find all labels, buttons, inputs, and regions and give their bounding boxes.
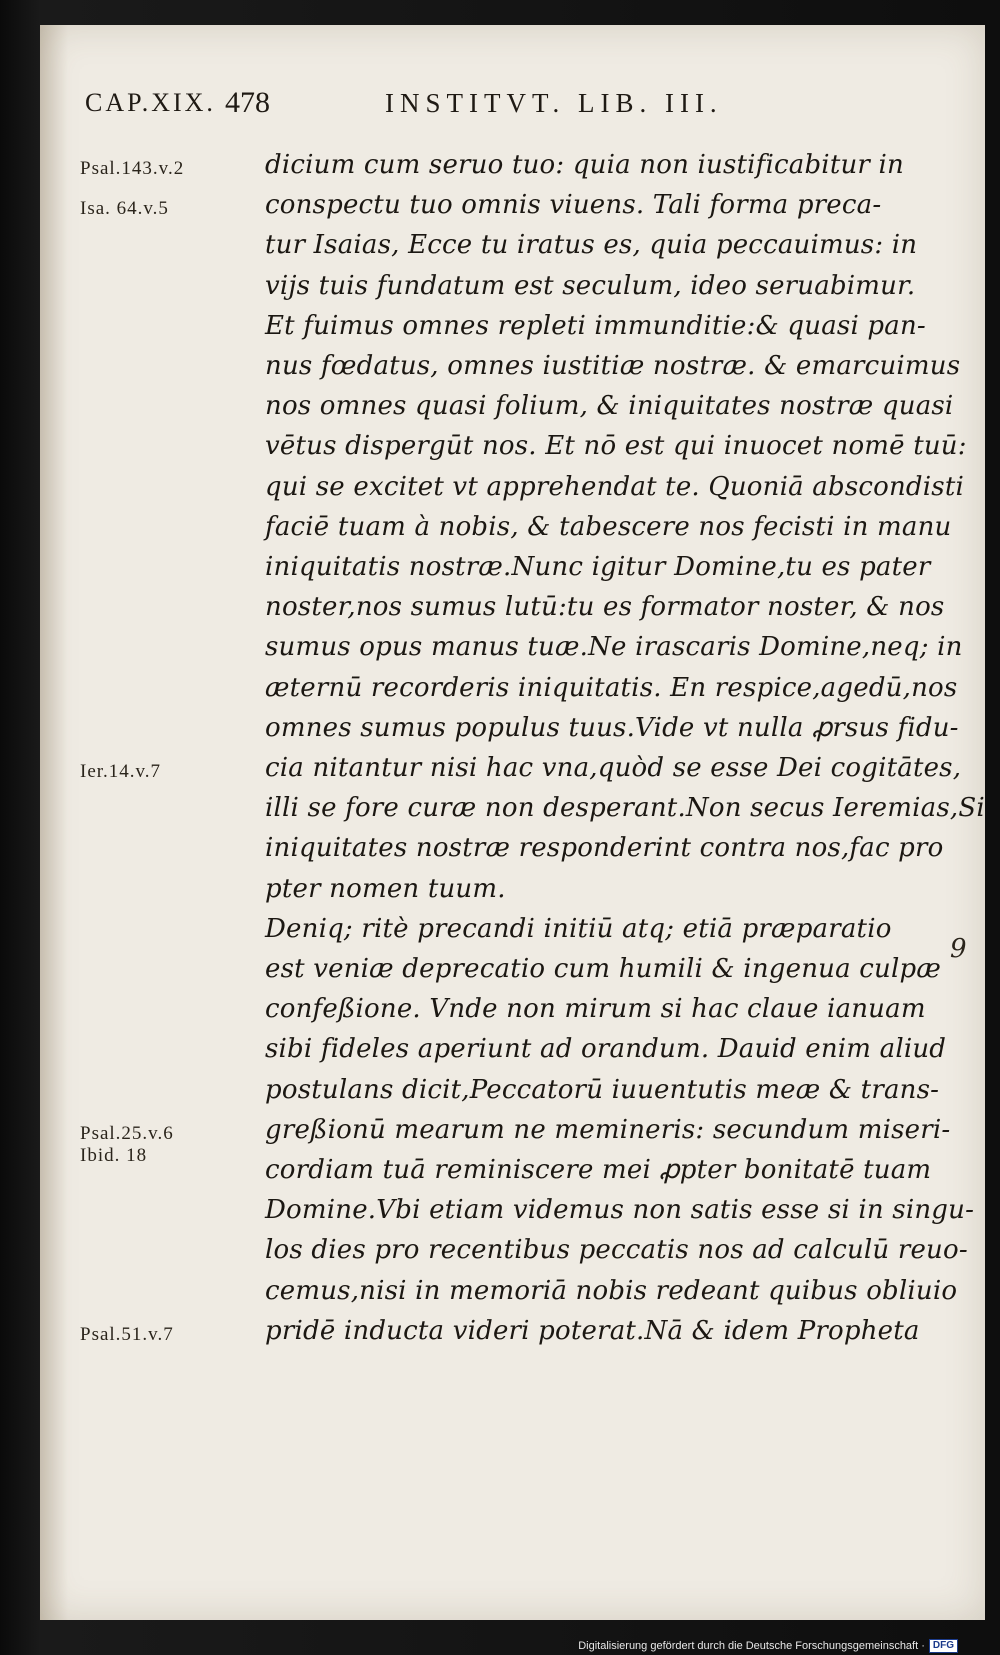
text-line: faciē tuam à nobis, & tabescere nos fecisti in manu [265, 511, 952, 542]
margin-note: Ier.14.v.7 [80, 761, 162, 782]
handwritten-annotation: 9 [950, 934, 967, 964]
text-line: pridē inducta videri poterat.Nā & idem Propheta [265, 1315, 920, 1346]
page-number: 478 [225, 86, 270, 119]
text-line: iniquitates nostræ responderint contra nos,fac pro [265, 833, 944, 864]
chapter-label: CAP.XIX. [85, 88, 216, 117]
book-title: INSTITVT. LIB. III. [385, 88, 723, 118]
text-line: confeßione. Vnde non mirum si hac claue ianuam [265, 994, 926, 1025]
digitization-credit [578, 1639, 958, 1653]
running-head [85, 88, 885, 128]
text-line: dicium cum seruo tuo: quia non iustificabitur in [265, 150, 904, 180]
text-line: conspectu tuo omnis viuens. Tali forma preca- [265, 190, 882, 221]
margin-note: Psal.51.v.7 [80, 1323, 174, 1345]
text-line: nus fœdatus, omnes iustitiæ nostræ. & emarcuimus [265, 351, 961, 381]
text-line: Domine.Vbi etiam videmus non satis esse si in singu- [265, 1195, 975, 1226]
text-line: vijs tuis fundatum est seculum, ideo seruabimur. [265, 270, 916, 301]
text-line: nos omnes quasi folium, & iniquitates nostræ quasi [265, 391, 954, 422]
text-line: illi se fore curæ non desperant.Non secus Ieremias,Si [265, 793, 985, 824]
text-line: Deniq; ritè precandi initiū atq; etiā præparatio [265, 913, 892, 944]
text-line: tur Isaias, Ecce tu iratus es, quia peccauimus: in [265, 230, 918, 261]
text-line: sumus opus manus tuæ.Ne irascaris Domine,neq; in [265, 632, 963, 663]
text-line: Et fuimus omnes repleti immunditie:& quasi pan- [265, 310, 926, 341]
text-line: vētus dispergūt nos. Et nō est qui inuocet nomē tuū: [265, 431, 967, 462]
text-line: cemus,nisi in memoriā nobis redeant quibus obliuio [265, 1275, 958, 1306]
margin-note: Isa. 64.v.5 [80, 198, 169, 220]
text-line: noster,nos sumus lutū:tu es formator noster, & nos [265, 592, 945, 623]
text-line: est veniæ deprecatio cum humili & ingenua culpæ [265, 954, 941, 984]
page-gutter-shadow [40, 25, 68, 1620]
text-line: qui se excitet vt apprehendat te. Quoniā abscondisti [265, 471, 964, 502]
text-line: iniquitatis nostræ.Nunc igitur Domine,tu es pater [265, 552, 931, 582]
dfg-logo: DFG [929, 1639, 958, 1653]
text-line: cordiam tuā reminiscere mei ꝓpter bonitatē tuam [265, 1155, 932, 1185]
text-line: sibi fideles aperiunt ad orandum. Dauid enim aliud [265, 1034, 947, 1065]
text-line: postulans dicit,Peccatorū iuuentutis meæ & trans- [265, 1074, 940, 1105]
text-line: omnes sumus populus tuus.Vide vt nulla ꝓrsus fidu- [265, 712, 959, 743]
text-line: cia nitantur nisi hac vna,quòd se esse Dei cogitātes, [265, 753, 962, 783]
credit-text: Digitalisierung gefördert durch die Deutsche Forschungsgemeinschaft · [578, 1640, 925, 1652]
margin-note: Psal.25.v.6 Ibid. 18 [80, 1122, 174, 1166]
text-line: los dies pro recentibus peccatis nos ad calculū reuo- [265, 1235, 968, 1266]
text-line: pter nomen tuum. [265, 873, 506, 904]
margin-note: Psal.143.v.2 [80, 158, 185, 179]
text-line: greßionū mearum ne memineris: secundum miseri- [265, 1114, 951, 1145]
text-line: æternū recorderis iniquitatis. En respice,agedū,nos [265, 672, 958, 703]
